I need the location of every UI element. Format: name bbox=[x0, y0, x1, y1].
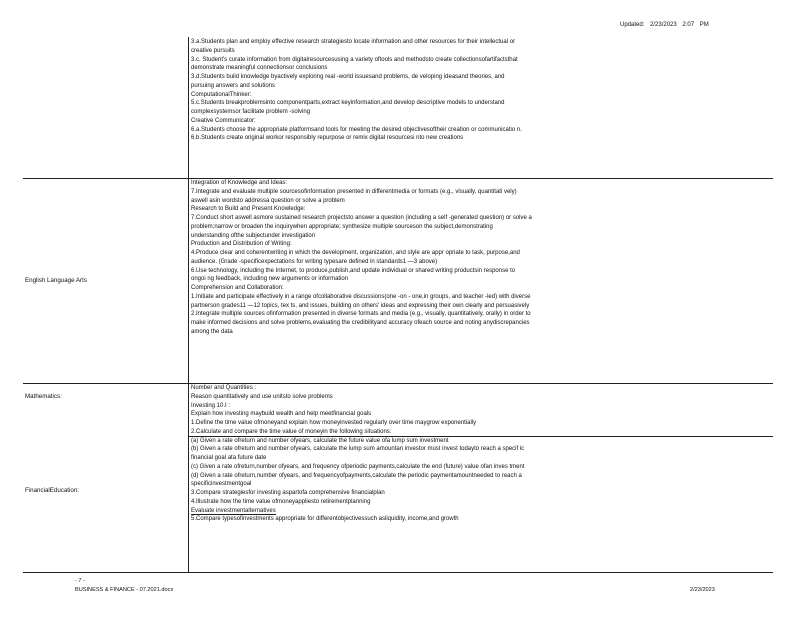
standard-line bbox=[191, 240, 771, 248]
standard-line bbox=[191, 328, 771, 336]
standard-text: (d) Given a rate ofreturn,number ofyears, and frequencyofpayments,calculate the periodic paymentamountneeded to reach a bbox=[191, 472, 522, 479]
standard-text: 4.Produce clear and coherentwriting in which the development, organization, and style are appr opriate to task, purpose,and bbox=[191, 250, 520, 256]
standards-table bbox=[23, 37, 773, 573]
section-label-financial: FinancialEducation: bbox=[25, 487, 80, 494]
standard-text: demonstrate meaningful connectionsor conclusions bbox=[191, 65, 328, 72]
standard-line bbox=[191, 47, 771, 55]
standard-line bbox=[191, 99, 771, 107]
footer-date: 2/23/2023 bbox=[690, 587, 715, 593]
standard-line bbox=[191, 108, 771, 116]
standard-line bbox=[191, 437, 771, 445]
standard-text: Production and Distribution of Writing: bbox=[191, 241, 292, 248]
standard-text: (a) Given a rate ofreturn and number ofyears, calculate the future value ofa lump sum investment bbox=[191, 437, 449, 444]
standard-line bbox=[191, 267, 771, 275]
standard-line bbox=[191, 223, 771, 231]
standard-text: 5.c.Students breakproblemsinto componentparts,extract keyinformation,and develop descriptive models to understand bbox=[191, 100, 505, 107]
standard-line bbox=[191, 284, 771, 292]
standard-line bbox=[191, 498, 771, 506]
standard-text: Evaluate investmentalternatives bbox=[191, 507, 276, 514]
standard-text: 3.a.Students plan and employ effective research strategiesto locate information and other resources for their intellectual or bbox=[191, 39, 516, 45]
updated-timestamp: Updated: 2/23/2023 2:07 PM bbox=[620, 22, 709, 28]
standard-line bbox=[191, 293, 771, 301]
standard-text: 5.Compare typesofinvestments appropriate for differentobjectivessuch asliquidity, income,and growth bbox=[191, 516, 459, 523]
standard-text: Investing 10.I : bbox=[191, 402, 231, 409]
standard-text: 1.Define the time value ofmoneyand explain how moneyinvested regularly over time maygrow exponentially bbox=[191, 420, 477, 426]
standard-line bbox=[191, 73, 771, 81]
standard-line bbox=[191, 428, 771, 436]
standard-line bbox=[191, 91, 771, 99]
standard-line bbox=[191, 205, 771, 213]
standard-text: make informed decisions and solve problems,evaluating the credibilityand accuracy ofeach source and noting anydiscrepancies bbox=[191, 320, 530, 326]
standard-line bbox=[191, 463, 771, 471]
standard-line bbox=[191, 419, 771, 427]
table-bottom-border bbox=[23, 572, 773, 573]
standard-line bbox=[191, 117, 771, 125]
standard-text: Integration of Knowledge and Ideas: bbox=[191, 180, 288, 186]
standard-text: Number and Quantities : bbox=[191, 385, 257, 391]
standard-text: 6.Use technology, including the Internet, to produce,publish,and update individual or shared writing productsin response to bbox=[191, 267, 516, 274]
standard-line bbox=[191, 249, 771, 257]
standard-text: aswell asin wordsto addressa question or solve a problem bbox=[191, 197, 345, 204]
standard-line bbox=[191, 480, 771, 488]
standard-text: 2.Calculate and compare the time value of moneyin the following situations: bbox=[191, 428, 392, 435]
standard-text: (b) Given a rate ofreturn and number ofyears, calculate the lump sum amountan investor must invest todayto reach a specif ic bbox=[191, 446, 525, 453]
standard-line bbox=[191, 310, 771, 318]
standard-line bbox=[191, 82, 771, 90]
standard-line bbox=[191, 258, 771, 266]
standard-line bbox=[191, 38, 771, 46]
standard-line bbox=[191, 56, 771, 64]
standard-line bbox=[191, 179, 771, 187]
section-label-math: Mathematics: bbox=[25, 393, 62, 400]
standard-text: audience. (Grade -specificexpectations for writing typesare defined in standards1 —3 above) bbox=[191, 258, 438, 265]
section-label-ela: English Language Arts bbox=[25, 277, 87, 284]
standard-text: ComputationalThinker: bbox=[191, 91, 252, 98]
standard-line bbox=[191, 507, 771, 515]
standard-line bbox=[191, 126, 771, 134]
standard-line bbox=[191, 515, 771, 523]
standard-text: specificinvestmentgoal bbox=[191, 481, 252, 488]
standard-line bbox=[191, 402, 771, 410]
standard-line bbox=[191, 454, 771, 462]
standard-text: financial goal ata future date bbox=[191, 455, 267, 461]
standard-line bbox=[191, 188, 771, 196]
standard-text: (c) Given a rate ofreturn,number ofyears, and frequency ofperiodic payments,calculate the end (future) value ofan inves tment bbox=[191, 463, 525, 470]
standard-line bbox=[191, 393, 771, 401]
standard-text: among the data bbox=[191, 328, 233, 335]
standard-line bbox=[191, 232, 771, 240]
standard-line bbox=[191, 275, 771, 283]
standard-text: 3.d.Students build knowledge byactively exploring real -world issuesand problems, de veloping ideasand theories, and bbox=[191, 74, 505, 80]
column-divider bbox=[188, 37, 189, 573]
standard-line bbox=[191, 214, 771, 222]
standard-text: partnerson grades11 —12 topics, tex ts, and issues, building on others' ideas and expressing their own clearly and persuasively bbox=[191, 302, 530, 309]
page-number: - 7 - bbox=[75, 578, 85, 584]
standard-line bbox=[191, 384, 771, 392]
standard-line bbox=[191, 64, 771, 72]
standard-text: 3.c. Student's curate information from digitalresourcesusing a variety oftools and methodsto create collectionsofartifactsthat bbox=[191, 56, 518, 63]
standard-text: Reason quantitatively and use unitsto solve problems bbox=[191, 393, 333, 400]
standard-text: creative pursuits bbox=[191, 47, 235, 54]
standard-text: 2.Integrate multiple sources ofinformation presented in diverse formats and media (e.g., visually, quantitatively, orally) in order to bbox=[191, 311, 531, 318]
standard-text: ongoi ng feedback, including new arguments or information bbox=[191, 276, 349, 283]
standard-text: Explain how investing maybuild wealth and help meetfinancial goals bbox=[191, 411, 372, 418]
standard-text: Research to Build and Present Knowledge: bbox=[191, 206, 306, 213]
standard-line bbox=[191, 197, 771, 205]
document-filename: BUSINESS & FINANCE - 07.2021.docx bbox=[75, 587, 174, 593]
standard-text: 3.Compare strategiesfor investing aspartofa comprehensive financialplan bbox=[191, 490, 385, 496]
standard-text: problem;narrow or broaden the inquirywhen appropriate; synthesize multiple sourceson the subject,demonstrating bbox=[191, 223, 493, 230]
standard-line bbox=[191, 489, 771, 497]
standard-text: 6.b.Students create original workor responsibly repurpose or remix digital resourcesi nto new creations bbox=[191, 135, 464, 142]
standard-text: understanding ofthe subjectunder investigation bbox=[191, 232, 316, 239]
standard-text: 6.a.Students choose the appropriate platformsand tools for meeting the desired objectivesoftheir creation or communicatio n. bbox=[191, 126, 522, 133]
standard-line bbox=[191, 445, 771, 453]
standard-text: complexsystemsor facilitate problem -solving bbox=[191, 109, 311, 115]
standard-text: 1.Initiate and participate effectively in a range ofcollaborative discussions(one -on - one,in groups, and teacher -led) with diverse bbox=[191, 293, 531, 300]
standard-line bbox=[191, 410, 771, 418]
standard-text: 7.Conduct short aswell asmore sustained research projectsto answer a question (including a self -generated question) or solve a bbox=[191, 215, 532, 221]
standard-line bbox=[191, 302, 771, 310]
standard-text: pursuing answers and solutions bbox=[191, 82, 276, 89]
standard-text: Creative Communicator: bbox=[191, 117, 256, 124]
standard-line bbox=[191, 319, 771, 327]
standard-line bbox=[191, 134, 771, 142]
standard-line bbox=[191, 472, 771, 480]
standard-text: 7.Integrate and evaluate multiple sourcesofinformation presented in differentmedia or formats (e.g., visually, quantitati vely) bbox=[191, 188, 517, 195]
standard-text: 4.Illustrate how the time value ofmoneyappliesto retirementplanning bbox=[191, 498, 371, 505]
standard-text: Comprehension and Collaboration: bbox=[191, 285, 284, 291]
